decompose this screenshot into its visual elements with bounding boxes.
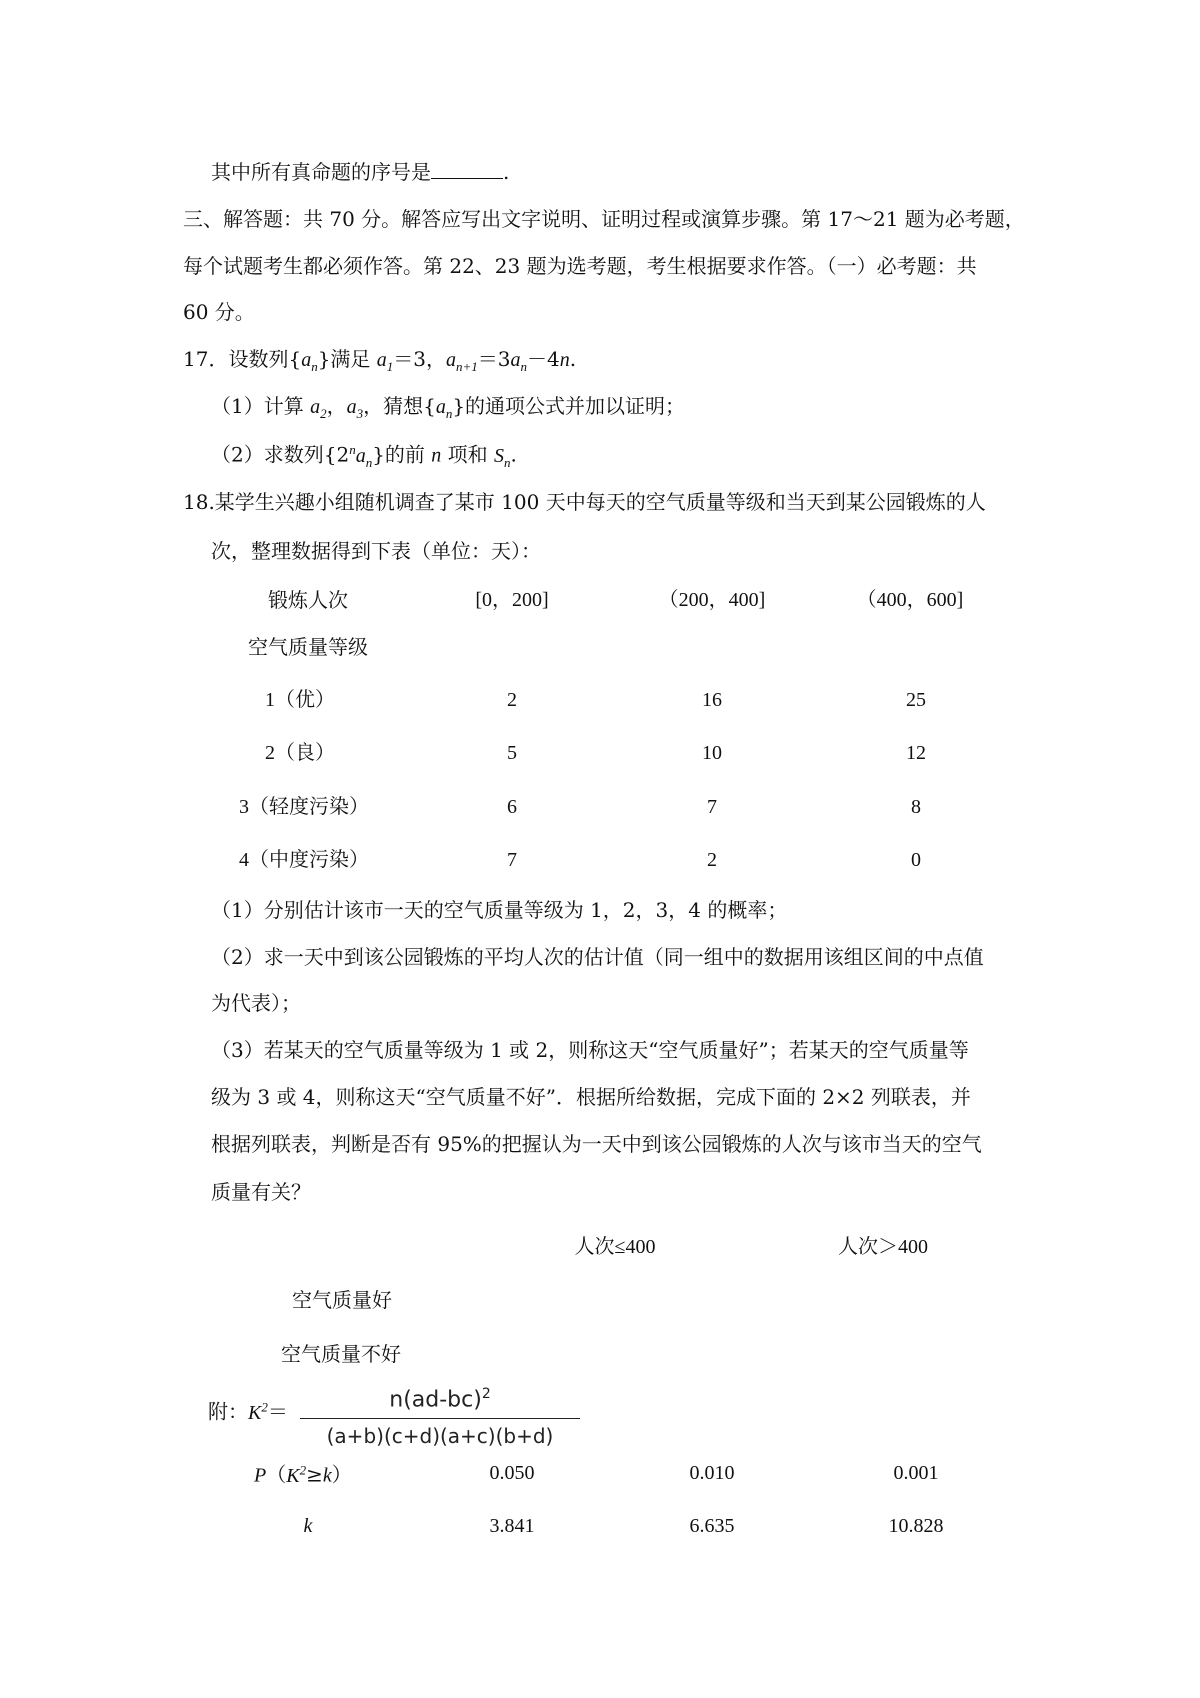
appendix-prefix: 附： [208,1399,248,1424]
table-col-1: [0，200] [475,589,549,611]
k-value: 10.828 [888,1515,944,1537]
q18-part1: （1）分别估计该市一天的空气质量等级为 1，2，3，4 的概率； [211,898,788,922]
contingency-col-2: 人次＞400 [838,1236,928,1258]
q18-part3-line4: 质量有关？ [211,1180,311,1204]
table-cell: 12 [906,742,926,764]
table-cell: 16 [702,689,722,711]
contingency-row-1: 空气质量好 [292,1288,392,1312]
q17-text: ＝3， [393,347,447,371]
table-cell: 6 [507,796,517,818]
p-row-geq: ≥ [306,1462,323,1487]
table-cell: 8 [911,796,921,818]
math-a-1: $a_1$ [376,349,394,374]
q18-part3-line3: 根据列联表，判断是否有 95%的把握认为一天中到该公园锻炼的人次与该市当天的空气 [211,1132,982,1156]
q17-text: }满足 [317,347,377,371]
answer-blank [431,160,503,179]
numerator-exponent: 2 [481,1386,491,1402]
q18-line2: 次，整理数据得到下表（单位：天）： [211,539,541,563]
table-row-label: 4（中度污染） [239,849,369,871]
q17-text: ＝3 [477,347,511,371]
table-cell: 7 [707,796,717,818]
math-exp-n: n [349,442,356,457]
formula-equals: ＝ [267,1399,288,1424]
contingency-row-2: 空气质量不好 [281,1342,401,1366]
math-s-n: $S_n$ [494,444,511,470]
table-col-header: 锻炼人次 [268,588,348,612]
q17-part2 [211,443,517,469]
q17-part1-text: ，猜想{ [363,394,436,418]
q17-text: . [569,347,577,371]
table-cell: 2 [507,689,517,711]
table-cell: 7 [507,849,517,871]
p-value: 0.050 [489,1462,535,1484]
math-a-3: $a_3$ [346,396,364,421]
table-cell: 0 [911,849,921,871]
intro-end: . [503,160,510,184]
math-a-2: $a_2$ [310,396,327,421]
table-col-2: （200，400] [658,589,766,611]
math-k2: $K^2$ [286,1462,307,1487]
q18-part3-line2: 级为 3 或 4，则称这天“空气质量不好”．根据所给数据，完成下面的 2×2 列联表，并 [211,1085,971,1109]
q17-part2-text: （2）求数列{2 [211,442,350,467]
table-row-label: 2（良） [265,742,335,764]
q17-number: 17． [183,347,229,371]
math-a-n: $a_n$ [355,444,373,470]
contingency-col-1: 人次≤400 [574,1236,656,1258]
math-k: k [322,1464,332,1487]
intro-line [211,160,509,182]
intro-text: 其中所有真命题的序号是 [211,160,431,184]
q18-line1: 18.某学生兴趣小组随机调查了某市 100 天中每天的空气质量等级和当天到某公园锻炼的人 [183,490,986,514]
k-row-label: k [303,1515,313,1537]
section3-line2: 每个试题考生都必须作答。第 22、23 题为选考题，考生根据要求作答。（一）必考题：共 [183,254,977,278]
q18-part3-line1: （3）若某天的空气质量等级为 1 或 2，则称这天“空气质量好”；若某天的空气质量等 [211,1038,969,1062]
q17-part1-text: }的通项公式并加以证明； [452,394,686,418]
q17-text: 设数列{ [228,347,302,371]
p-value: 0.001 [893,1462,939,1484]
q17-part1 [211,396,685,420]
q18-part2-line2: 为代表）； [211,991,301,1015]
table-cell: 25 [906,689,926,711]
table-cell: 2 [707,849,717,871]
table-col-3: （400，600] [856,589,964,611]
table-cell: 5 [507,742,517,764]
q17-part1-text: ， [326,394,347,418]
math-n: n [431,444,442,467]
math-a-n: $a_n$ [435,396,453,421]
q17-part2-text: . [510,442,517,467]
q17-stem [183,349,576,373]
section3-line1: 三、解答题：共 70 分。解答应写出文字说明、证明过程或演算步骤。第 17～21 题为必考题， [183,207,1025,231]
table-row-label: 1（优） [265,689,335,711]
math-a-n1: $a_{n+1}$ [446,349,478,374]
math-p: P [254,1464,267,1487]
q17-text: －4 [527,347,560,371]
q18-part2-line1: （2）求一天中到该公园锻炼的平均人次的估计值（同一组中的数据用该组区间的中点值 [211,945,984,969]
q17-part2-text: 项和 [441,442,494,467]
p-row-paren: （ [266,1462,287,1487]
math-k2: $K^2$ [248,1399,268,1424]
table-row-header: 空气质量等级 [248,635,368,659]
table-row-label: 3（轻度污染） [239,796,369,818]
math-a-n: $a_n$ [301,349,318,374]
p-row-paren: ） [331,1462,352,1487]
q17-part2-text: }的前 [372,442,432,467]
q17-part1-text: （1）计算 [211,394,311,418]
appendix-label [208,1400,288,1423]
p-row-label [254,1463,352,1486]
section3-line3: 60 分。 [183,300,255,324]
math-n: n [559,349,570,371]
math-a-n: $a_n$ [510,349,528,374]
formula-denominator: (a+b)(c+d)(a+c)(b+d) [326,1424,554,1448]
table-cell: 10 [702,742,722,764]
fraction-bar [300,1418,580,1419]
k-value: 6.635 [689,1515,735,1537]
formula-numerator [300,1386,580,1412]
numerator-text: n(ad-bc) [389,1387,482,1413]
k-value: 3.841 [489,1515,535,1537]
p-value: 0.010 [689,1462,735,1484]
